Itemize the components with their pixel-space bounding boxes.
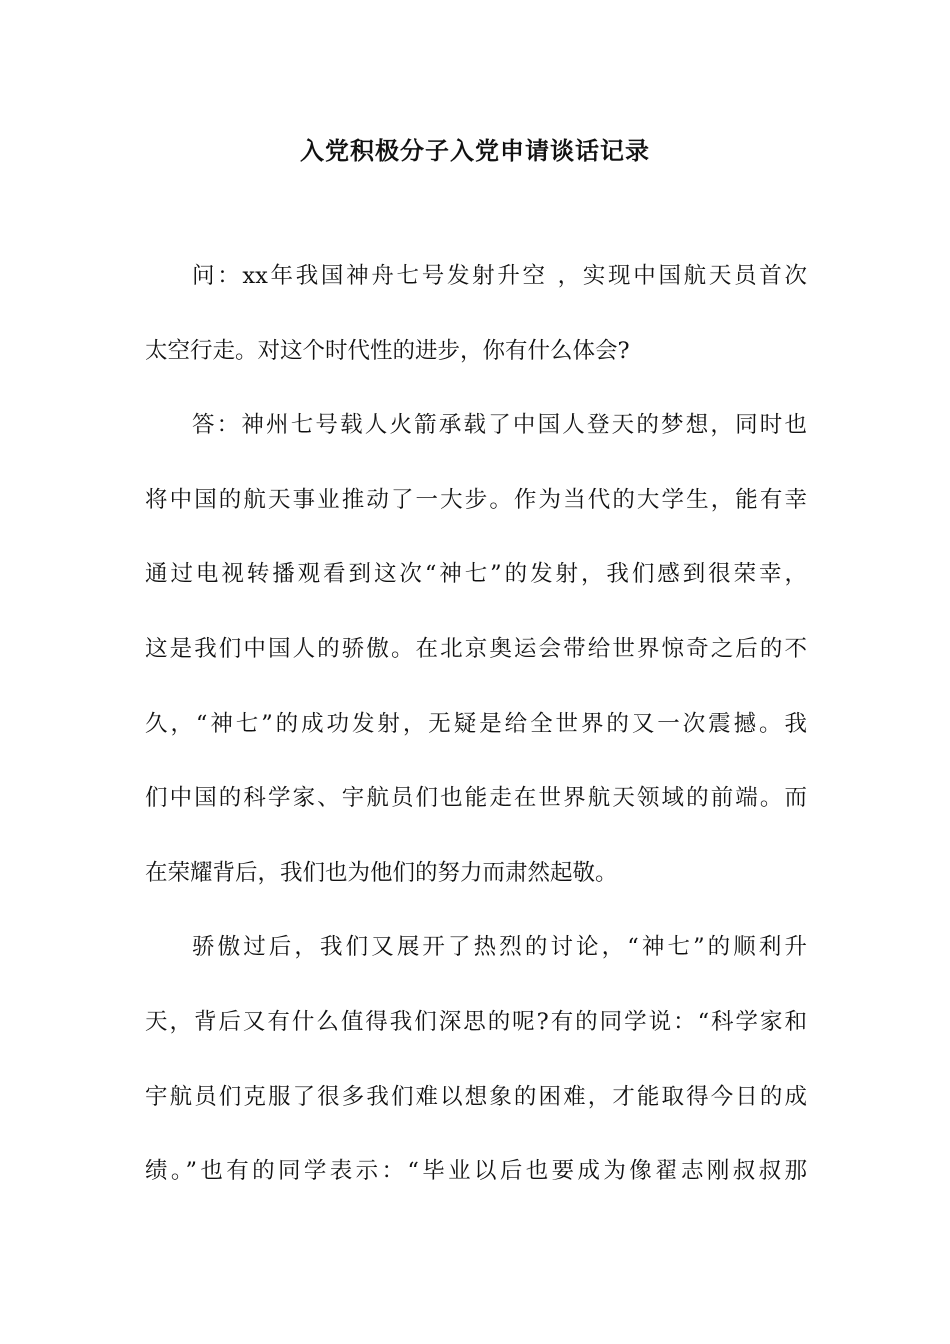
paragraph-line: 通过电视转播观看到这次“神七”的发射，我们感到很荣幸， — [145, 561, 807, 588]
document-title: 入党积极分子入党申请谈话记录 — [300, 136, 650, 165]
paragraph-line: 在荣耀背后，我们也为他们的努力而肃然起敬。 — [145, 859, 618, 886]
paragraph-line: 久，“神七”的成功发射，无疑是给全世界的又一次震撼。我 — [145, 710, 807, 737]
paragraph-line: 太空行走。对这个时代性的进步，你有什么体会? — [145, 337, 630, 364]
paragraph-line: 绩。”也有的同学表示：“毕业以后也要成为像翟志刚叔叔那 — [145, 1158, 807, 1185]
paragraph-line: 宇航员们克服了很多我们难以想象的困难，才能取得今日的成 — [145, 1083, 807, 1110]
paragraph-line: 天，背后又有什么值得我们深思的呢?有的同学说：“科学家和 — [145, 1008, 807, 1035]
paragraph-line: 们中国的科学家、宇航员们也能走在世界航天领域的前端。而 — [145, 785, 807, 812]
document-body — [145, 252, 807, 1222]
paragraph-line: 问：xx年我国神舟七号发射升空 ，实现中国航天员首次 — [192, 263, 807, 289]
paragraph-line: 这是我们中国人的骄傲。在北京奥运会带给世界惊奇之后的不 — [145, 635, 807, 662]
paragraph-line: 答：神州七号载人火箭承载了中国人登天的梦想，同时也 — [192, 412, 807, 439]
paragraph-line: 骄傲过后，我们又展开了热烈的讨论，“神七”的顺利升 — [192, 934, 807, 961]
paragraph-line: 将中国的航天事业推动了一大步。作为当代的大学生，能有幸 — [145, 486, 807, 513]
